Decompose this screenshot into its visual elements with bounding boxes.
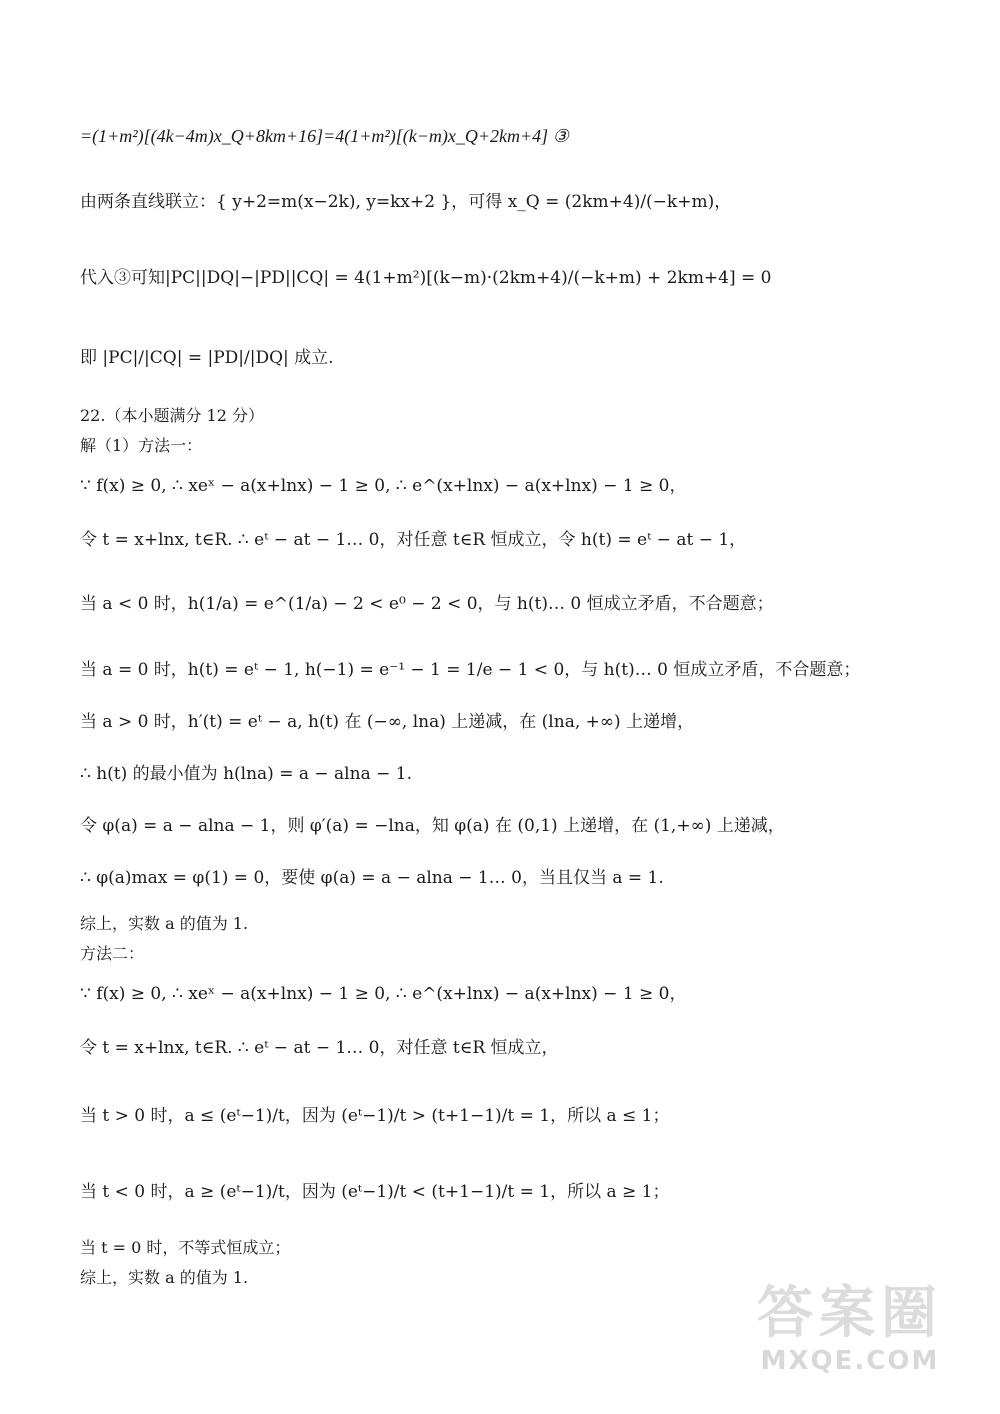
watermark-logo: 答案圈 bbox=[757, 1281, 943, 1346]
solution-line-3: 代入③可知|PC||DQ|−|PD||CQ| = 4(1+m²)[(k−m)·(2km+4)/(−k+m) + 2km+4] = 0 bbox=[80, 268, 772, 288]
solution-line-11: 当 a > 0 时，h′(t) = eᵗ − a, h(t) 在 (−∞, lna) 上递减，在 (lna, +∞) 上递增， bbox=[80, 712, 695, 732]
solution-line-9: 当 a < 0 时，h(1/a) = e^(1/a) − 2 < e⁰ − 2 < 0，与 h(t)… 0 恒成立矛盾，不合题意； bbox=[80, 594, 774, 614]
solution-line-12: ∴ h(t) 的最小值为 h(lna) = a − alna − 1. bbox=[80, 764, 412, 784]
solution-line-20: 当 t < 0 时，a ≥ (eᵗ−1)/t，因为 (eᵗ−1)/t < (t+1−1)/t = 1，所以 a ≥ 1； bbox=[80, 1182, 670, 1202]
conclusion-line-1: 综上，实数 a 的值为 1. bbox=[80, 914, 249, 933]
solution-line-10: 当 a = 0 时，h(t) = eᵗ − 1, h(−1) = e⁻¹ − 1 = 1/e − 1 < 0，与 h(t)… 0 恒成立矛盾，不合题意； bbox=[80, 660, 861, 680]
solution-line-2: 由两条直线联立：{ y+2=m(x−2k), y=kx+2 }，可得 x_Q = (2km+4)/(−k+m)， bbox=[80, 192, 732, 212]
method-one-heading: 解（1）方法一： bbox=[80, 436, 203, 455]
solution-line-14: ∴ φ(a)max = φ(1) = 0，要使 φ(a) = a − alna − 1… 0，当且仅当 a = 1. bbox=[80, 868, 664, 888]
watermark bbox=[730, 1282, 970, 1392]
solution-line-4: 即 |PC|/|CQ| = |PD|/|DQ| 成立. bbox=[80, 348, 334, 368]
equation-line-1: =(1+m²)[(4k−4m)x_Q+8km+16]=4(1+m²)[(k−m)x_Q+2km+4] ③ bbox=[80, 126, 569, 146]
solution-line-19: 当 t > 0 时，a ≤ (eᵗ−1)/t，因为 (eᵗ−1)/t > (t+1−1)/t = 1，所以 a ≤ 1； bbox=[80, 1106, 670, 1126]
solution-line-7: ∵ f(x) ≥ 0, ∴ xeˣ − a(x+lnx) − 1 ≥ 0, ∴ e^(x+lnx) − a(x+lnx) − 1 ≥ 0， bbox=[80, 476, 687, 496]
solution-line-8: 令 t = x+lnx, t∈R. ∴ eᵗ − at − 1… 0，对任意 t∈R 恒成立，令 h(t) = eᵗ − at − 1， bbox=[80, 530, 747, 550]
solution-line-18: 令 t = x+lnx, t∈R. ∴ eᵗ − at − 1… 0，对任意 t∈R 恒成立， bbox=[80, 1038, 559, 1058]
conclusion-line-2: 综上，实数 a 的值为 1. bbox=[80, 1268, 249, 1287]
question-heading: 22.（本小题满分 12 分） bbox=[80, 406, 264, 425]
solution-line-13: 令 φ(a) = a − alna − 1，则 φ′(a) = −lna，知 φ(a) 在 (0,1) 上递增，在 (1,+∞) 上递减， bbox=[80, 816, 785, 836]
solution-line-17: ∵ f(x) ≥ 0, ∴ xeˣ − a(x+lnx) − 1 ≥ 0, ∴ e^(x+lnx) − a(x+lnx) − 1 ≥ 0， bbox=[80, 984, 687, 1004]
method-two-heading: 方法二： bbox=[80, 944, 145, 963]
watermark-url: MXQE.COM bbox=[760, 1346, 940, 1376]
solution-line-21: 当 t = 0 时，不等式恒成立； bbox=[80, 1238, 291, 1257]
